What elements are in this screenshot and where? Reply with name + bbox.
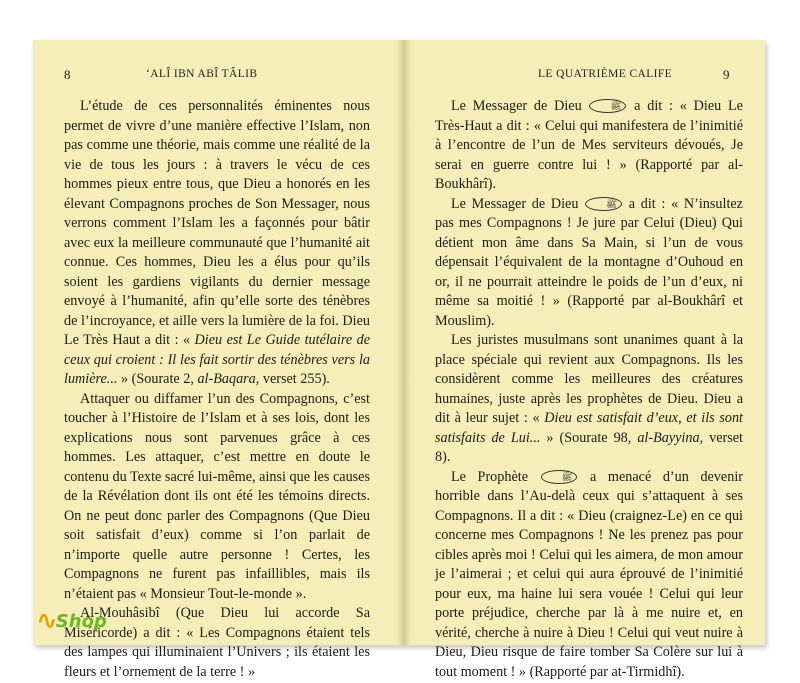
- right-page-number: 9: [723, 67, 730, 82]
- salat-symbol-icon: ﷺ: [585, 197, 622, 211]
- right-paragraph-4: Le Prophète ﷺ a menacé d’un devenir horrible dans l’Au-delà ceux qui s’attaquent à ses Compagnons. Il a dit : « Dieu (craignez-Le) en ce qui concerne mes Compagnons ! Ne les prenez pas pour cibles après moi ! Celui qui les aimera, de mon amour je l’aimerai ; et celui qui aura éprouvé de l’inimitié pour eux, ma haine lui sera vouée ! Celui qui leur porte préjudice, cherche par là à me nuire et, en vérité, cherche à nuire à Dieu ! Celui qui veut nuire à Dieu, Dieu risque de faire tomber Sa Colère sur lui à tout moment ! » (Rapporté par at-Tirmidhî).: [435, 468, 743, 680]
- logo-text: Shop: [55, 610, 107, 632]
- right-paragraph-3: Les juristes musulmans sont unanimes quant à la place spéciale qui revient aux Compagnons. Ils les considèrent comme les meilleures des créatures humaines, juste après les prophètes de Dieu. Dieu a dit à leur sujet : « Dieu est satisfait d’eux, et ils sont satisfaits de Lui... » (Sourate 98, al-Bayyina, verset 8).: [435, 332, 743, 465]
- right-page-text: [435, 97, 743, 682]
- salat-symbol-icon: ﷺ: [589, 99, 626, 113]
- left-paragraph-1: L’étude de ces personnalités éminentes nous permet de vivre d’une manière effective l’Islam, non pas comme une théorie, mais comme une réalité de la vie de tous les jours : à travers le vécu de ces hommes pieux entre tous, que Dieu a honorés en les élevant Compagnons proches de Son Messager, nous verrons comment l’Islam les a façonnés pour bâtir avec eux la meilleure communauté que l’humanité ait connue. Ces hommes, Dieu les a élus pour qu’ils soient les gardiens vigilants du dernier message envoyé à l’humanité, afin qu’elle sorte des ténèbres de l’incroyance, et aille vers la lumière de la foi. Dieu Le Très Haut a dit : « Dieu est Le Guide tutélaire de ceux qui croient : Il les fait sortir des ténèbres vers la lumière... » (Sourate 2, al-Baqara, verset 255).: [64, 98, 370, 387]
- left-running-head: ‘ALÎ IBN ABÎ TÂLIB: [146, 68, 258, 80]
- right-paragraph-1: Le Messager de Dieu ﷺ a dit : « Dieu Le Très-Haut a dit : « Celui qui manifestera de l’inimitié à l’encontre de l’un de Mes serviteurs dévoués, Je serai en guerre contre lui ! » (Rapporté par al-Boukhârî).: [435, 98, 743, 192]
- left-page-number: 8: [64, 67, 71, 82]
- right-running-head: LE QUATRIÈME CALIFE: [538, 68, 673, 80]
- left-paragraph-3: Al-Mouhâsibî (Que Dieu lui accorde Sa Miséricorde) a dit : « Les Compagnons étaient tels des lampes qui illuminaient l’Univers ; ils étaient les fleurs et l’ornement de la terre ! »: [64, 605, 370, 680]
- open-book: [33, 40, 765, 680]
- logo-swirl-icon: ∿: [36, 606, 56, 636]
- right-page: [405, 40, 765, 680]
- salat-symbol-icon: ﷺ: [541, 470, 578, 484]
- left-paragraph-2: Attaquer ou diffamer l’un des Compagnons, c’est toucher à l’Histoire de l’Islam et à ses lois, dont les explications nous sont parvenues grâce à ces hommes. Les attaquer, c’est mettre en doute le contenu du Texte sacré lui-même, ainsi que les causes de la Révélation dont ils ont été les témoins directs. On ne peut donc parler des Compagnons (Que Dieu soit satisfait d’eux) comme si l’on parlait de n’importe quelle autre personne ! Certes, les Compagnons ne furent pas infaillibles, mais ils n’étaient pas « Monsieur Tout-le-monde ».: [64, 390, 370, 602]
- shop-logo: [36, 604, 176, 638]
- left-page: [33, 40, 401, 680]
- right-paragraph-2: Le Messager de Dieu ﷺ a dit : « N’insultez pas mes Compagnons ! Je jure par Celui (Dieu) Qui détient mon âme dans Sa Main, si l’un de vous dépensait l’équivalent de la montagne d’Ouhoud en or, il ne pourrait atteindre le poids de l’un d’eux, ni même sa moitié ! » (Rapporté par al-Boukhârî et Mouslim).: [435, 195, 743, 329]
- left-page-text: [64, 97, 370, 682]
